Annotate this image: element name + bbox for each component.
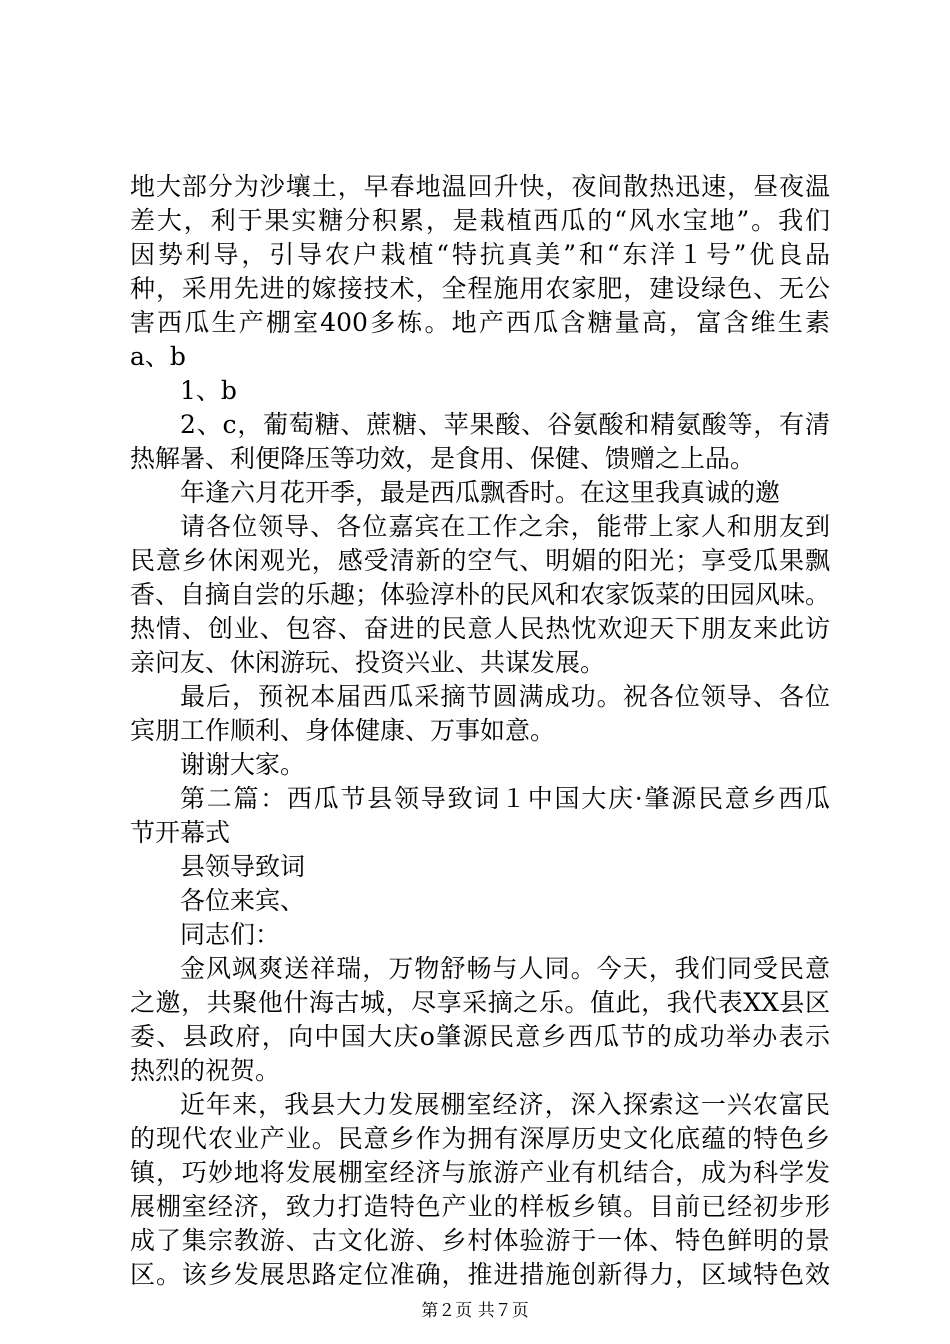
text-line: 香、自摘自尝的乐趣；体验淳朴的民风和农家饭菜的田园风味。 <box>130 580 831 609</box>
salutation-line: 同志们： <box>180 920 281 949</box>
text-line: 种，采用先进的嫁接技术，全程施用农家肥，建设绿色、无公 <box>130 274 830 303</box>
text-line: 谢谢大家。 <box>180 750 306 779</box>
text-line: a、b <box>130 342 186 371</box>
text-line: 热情、创业、包容、奋进的民意人民热忱欢迎天下朋友来此访 <box>130 614 830 643</box>
text-line: 请各位领导、各位嘉宾在工作之余，能带上家人和朋友到 <box>180 512 830 541</box>
text-line: 区。该乡发展思路定位准确，推进措施创新得力，区域特色效 <box>130 1260 830 1289</box>
text-line: 因势利导，引导农户栽植“特抗真美”和“东洋１号”优良品 <box>130 240 830 269</box>
page-number-footer: 第２页 共７页 <box>421 1301 529 1321</box>
text-line: 镇，巧妙地将发展棚室经济与旅游产业有机结合，成为科学发 <box>130 1158 830 1187</box>
text-line: 最后，预祝本届西瓜采摘节圆满成功。祝各位领导、各位 <box>180 682 830 711</box>
text-line: 成了集宗教游、古文化游、乡村体验游于一体、特色鲜明的景 <box>130 1226 830 1255</box>
document-body <box>130 170 830 1292</box>
section-heading: 节开幕式 <box>130 818 231 847</box>
text-line: 热烈的祝贺。 <box>130 1056 281 1085</box>
text-line: 宾朋工作顺利、身体健康、万事如意。 <box>130 716 556 745</box>
section-heading: 第二篇：西瓜节县领导致词１中国大庆·肇源民意乡西瓜 <box>180 784 830 813</box>
text-line: 委、县政府，向中国大庆o肇源民意乡西瓜节的成功举办表示 <box>130 1022 830 1051</box>
text-line: 县领导致词 <box>180 852 306 881</box>
text-line: 2、c，葡萄糖、蔗糖、苹果酸、谷氨酸和精氨酸等，有清 <box>180 410 830 439</box>
text-line: 年逢六月花开季，最是西瓜飘香时。在这里我真诚的邀 <box>180 478 781 507</box>
text-line: 的现代农业产业。民意乡作为拥有深厚历史文化底蕴的特色乡 <box>130 1124 830 1153</box>
text-line: 展棚室经济，致力打造特色产业的样板乡镇。目前已经初步形 <box>130 1192 830 1221</box>
text-line: 1、b <box>180 376 237 405</box>
text-line: 近年来，我县大力发展棚室经济，深入探索这一兴农富民 <box>180 1090 830 1119</box>
text-line: 差大，利于果实糖分积累，是栽植西瓜的“风水宝地”。我们 <box>130 206 830 235</box>
text-line: 害西瓜生产棚室400多栋。地产西瓜含糖量高，富含维生素 <box>130 308 830 337</box>
text-line: 金风飒爽送祥瑞，万物舒畅与人同。今天，我们同受民意 <box>180 954 830 983</box>
text-line: 地大部分为沙壤土，早春地温回升快，夜间散热迅速，昼夜温 <box>130 172 830 201</box>
text-line: 热解暑、利便降压等功效，是食用、保健、馈赠之上品。 <box>130 444 756 473</box>
text-line: 亲问友、休闲游玩、投资兴业、共谋发展。 <box>130 648 606 677</box>
text-line: 之邀，共聚他什海古城，尽享采摘之乐。值此，我代表XX县区 <box>130 988 830 1017</box>
text-line: 民意乡休闲观光，感受清新的空气、明媚的阳光；享受瓜果飘 <box>130 546 830 575</box>
salutation-line: 各位来宾、 <box>180 886 306 915</box>
